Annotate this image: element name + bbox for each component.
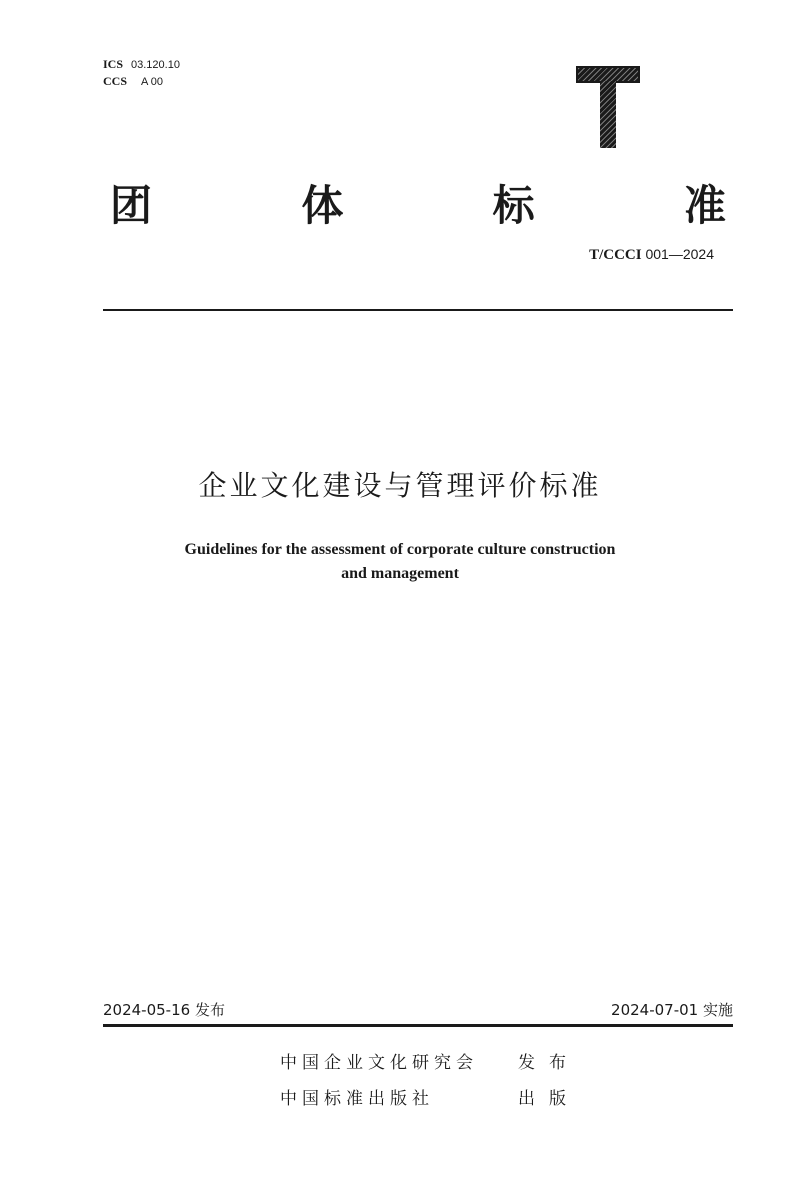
ics-code: 03.120.10 bbox=[131, 59, 180, 71]
standard-type-heading bbox=[110, 178, 726, 234]
ics-label: ICS bbox=[103, 57, 124, 71]
ccs-code: A 00 bbox=[141, 76, 164, 88]
publisher-row-1 bbox=[280, 1045, 580, 1081]
standard-type-char-4: 准 bbox=[683, 181, 726, 230]
implementation-date: 2024-07-01 实施 bbox=[611, 1001, 733, 1019]
t-logo-stem bbox=[600, 81, 616, 148]
standard-type-char-1: 团 bbox=[110, 181, 153, 230]
title-english-line-1: Guidelines for the assessment of corporate culture construction bbox=[184, 541, 616, 558]
publisher-row-2 bbox=[280, 1081, 580, 1117]
classification-codes bbox=[103, 56, 180, 90]
publisher-role-1: 发布 bbox=[518, 1053, 580, 1073]
standard-number-value: 001—2024 bbox=[641, 246, 714, 262]
ccs-row bbox=[103, 73, 180, 90]
standard-type-char-3: 标 bbox=[492, 181, 535, 230]
standard-t-logo-icon bbox=[576, 66, 640, 148]
title-english bbox=[0, 538, 800, 586]
dates-row bbox=[103, 999, 733, 1021]
standard-type-char-2: 体 bbox=[301, 181, 344, 230]
title-english-line-2: and management bbox=[341, 565, 459, 582]
ics-row bbox=[103, 56, 180, 73]
publisher-block bbox=[280, 1045, 580, 1117]
standard-number-prefix: T/CCCI bbox=[589, 247, 642, 263]
publisher-role-2: 出版 bbox=[518, 1089, 580, 1109]
ccs-label: CCS bbox=[103, 74, 128, 88]
title-chinese: 企业文化建设与管理评价标准 bbox=[198, 469, 602, 502]
top-divider bbox=[103, 309, 733, 311]
publisher-org-2: 中国标准出版社 bbox=[280, 1089, 434, 1109]
bottom-divider bbox=[103, 1024, 733, 1027]
issue-date: 2024-05-16 发布 bbox=[103, 1001, 225, 1019]
standard-number bbox=[589, 246, 714, 264]
publisher-org-1: 中国企业文化研究会 bbox=[280, 1053, 478, 1073]
